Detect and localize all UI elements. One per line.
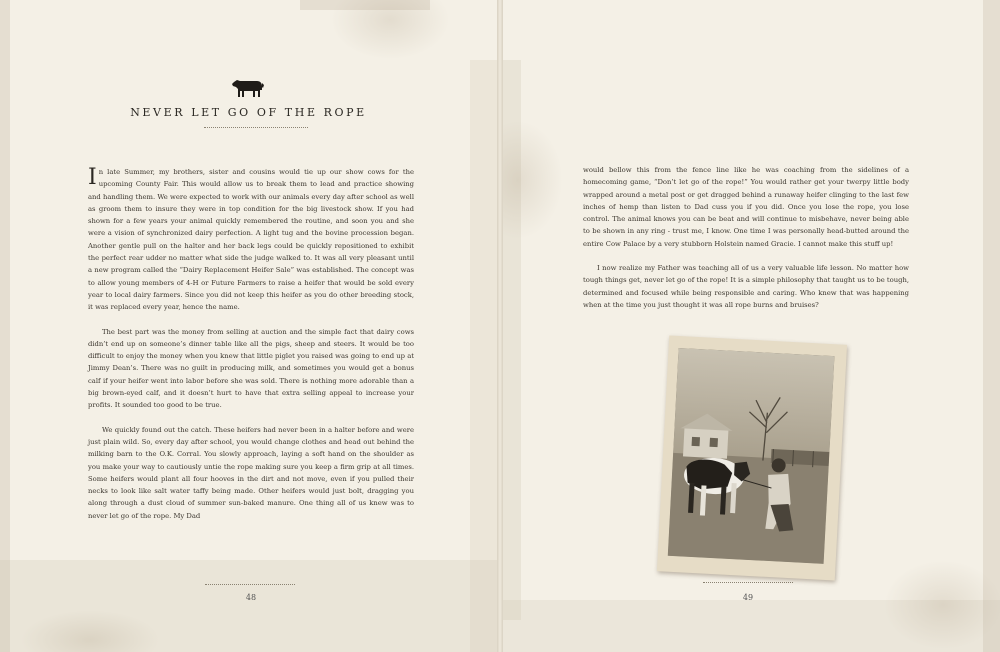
cow-icon <box>231 76 265 98</box>
paragraph <box>88 166 414 314</box>
footer-divider <box>703 582 793 583</box>
paragraph: would bellow this from the fence line like he was coaching from the sidelines of a homecoming game, “Don’t let go of the rope!” You would rather get your twerpy little body wrapped around a metal post or get dragged behind a runaway heifer clinging to the last few inches of hemp than listen to Dad cuss you if you did. Once you lose the rope, you lose control. The animal knows you can be beat and will continue to misbehave, never being able to be shown in any ring - trust me, I know. One time I was personally head-butted around the entire Cow Palace by a very stubborn Holstein named Gracie. I cannot make this stuff up! <box>583 166 909 248</box>
drop-cap: I <box>88 165 97 190</box>
footer-divider <box>205 584 295 585</box>
right-page-body <box>583 164 909 311</box>
page-title: NEVER LET GO OF THE ROPE <box>130 106 367 119</box>
photo-image <box>668 348 835 564</box>
page-number: 48 <box>245 593 257 602</box>
page-number: 49 <box>742 593 754 602</box>
left-page-body <box>88 166 414 522</box>
paragraph: I now realize my Father was teaching all of us a very valuable life lesson. No matter how tough things get, never let go of the rope! It is a simple philosophy that taught us to be tough, determined and focused while being responsible and caring. Who knew that was happening when at the time you just thought it was all rope burns and bruises? <box>583 264 909 309</box>
paragraph: We quickly found out the catch. These heifers had never been in a halter before and were just plain wild. So, every day after school, you would change clothes and head out behind the milking barn to the O.K. Corral. You slowly approach, laying a soft hand on the shoulder as you make your way to cautiously untie the rope making sure you keep a firm grip at all times. Some heifers would plant all four hooves in the dirt and not move, even if you pulled their necks to look like salt water taffy being made. Other heifers would just bolt, dragging you along through a dust cloud of summer sun-baked manure. One thing all of us knew was to never let go of the rope. My Dad <box>88 425 414 520</box>
left-page <box>0 0 497 652</box>
paragraph-text: n late Summer, my brothers, sister and cousins would tie up our show cows for the upcoming County Fair. This would allow us to break them to lead and practice showing and handling them. We were expected to work with our animals every day after school as well as groom them to insure they were in top condition for the big livestock show. If you had shown for a few years your animal quickly remembered the routine, and soon you and she were a vision of synchronized dairy perfection. A light tug and the bovine procession began. Another gentle pull on the halter and her back legs could be quickly repositioned to exhibit the perfect rear udder no matter what side the judge walked to. It was all very pleasant until a new program called the “Dairy Replacement Heifer Sale” was established. The concept was to allow young members of 4-H or Future Farmers to raise a heifer that would be sold every year to local dairy farmers. Since you did not keep this heifer as you do other breeding stock, it was replaced every year, hence the name. <box>88 168 414 312</box>
title-divider <box>204 127 308 128</box>
vintage-photo <box>657 336 847 581</box>
paragraph: The best part was the money from selling at auction and the simple fact that dairy cows didn’t end up on someone’s dinner table like all the pigs, sheep and steers. It would be too difficult to enjoy the money when you knew that little piglet you raised was going to end up at Jimmy Dean’s. There was no guilt in producing milk, and sometimes you would get a bonus calf if your heifer went into labor before she was sold. There is nothing more adorable than a big brown-eyed calf, and it doesn’t hurt to have that extra selling appeal to increase your profits. It sounded too good to be true. <box>88 327 414 410</box>
